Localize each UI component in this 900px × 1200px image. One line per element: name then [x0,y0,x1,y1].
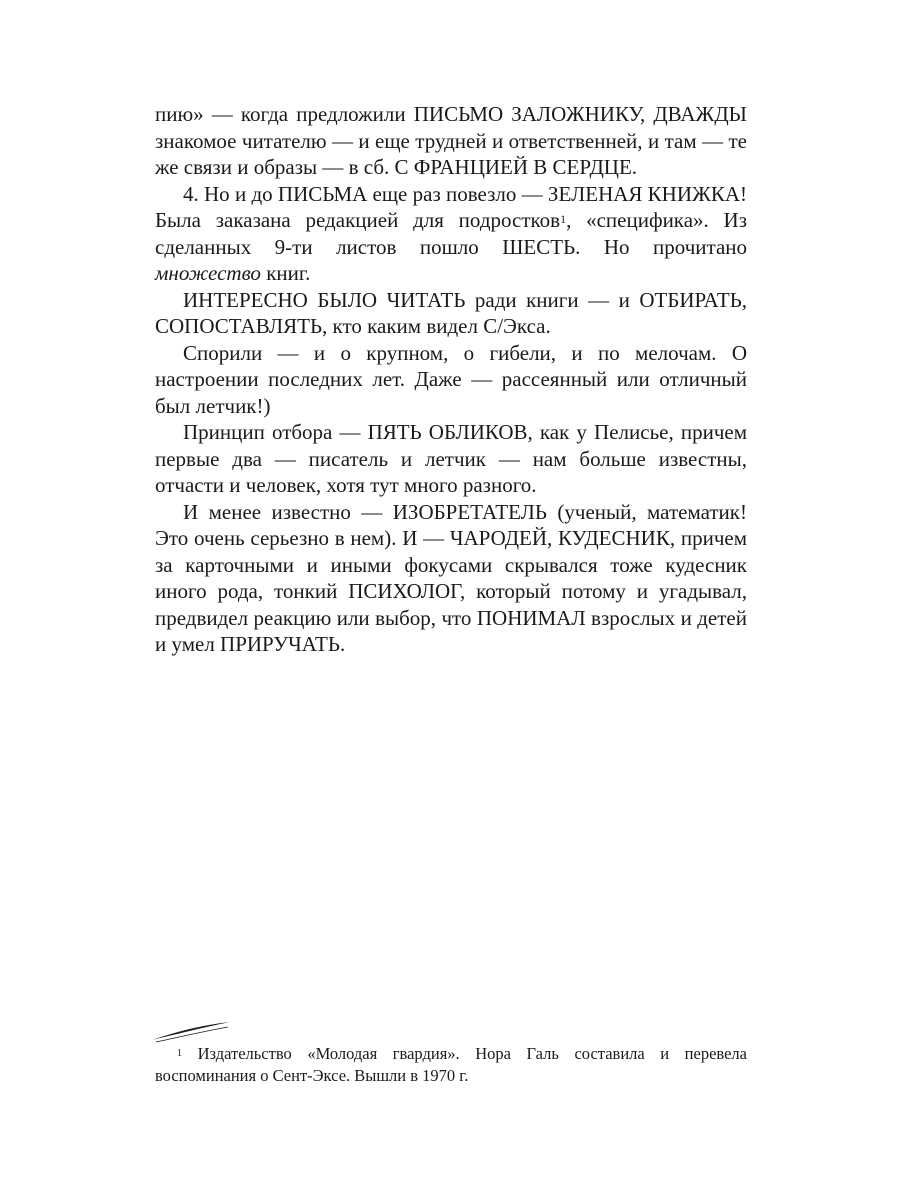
footnote-reference: 1 [560,212,567,226]
paragraph-text: , «специфика». Из сделанных 9-ти листов пошло ШЕСТЬ. Но прочитано [155,208,747,259]
paragraph-interesting: ИНТЕРЕСНО БЫЛО ЧИТАТЬ ради книги — и ОТБИРАТЬ, СОПОСТАВЛЯТЬ, кто каким видел С/Экса. [155,287,747,338]
footnote-body: Издательство «Молодая гвардия». Нора Галь составила и перевела воспоминания о Сент-Эксе. Вышли в 1970 г. [155,1044,747,1085]
footnote-marker: 1 [177,1048,182,1059]
footnote [155,1043,747,1087]
emphasis-text: множество [155,261,261,285]
footnote-flourish-icon [150,1018,232,1044]
paragraph-continued: пию» — когда предложили ПИСЬМО ЗАЛОЖНИКУ, ДВАЖДЫ знакомое читателю — и еще трудней и ответственней, и там — те же связи и образы — в сб. С ФРАНЦИЕЙ В СЕРДЦЕ. [155,102,747,179]
paragraph-argued: Спорили — и о крупном, о гибели, и по мелочам. О настроении последних лет. Даже — рассеянный или отличный был летчик!) [155,340,747,418]
paragraph-inventor: И менее известно — ИЗОБРЕТАТЕЛЬ (ученый, математик! Это очень серьезно в нем). И — ЧАРОДЕЙ, КУДЕСНИК, причем за карточными и иными фокусами скрывался тоже кудесник иного рода, тонкий ПСИХОЛОГ, который потому и угадывал, предвидел реакцию или выбор, что ПОНИМАЛ взрослых и детей и умел ПРИРУЧАТЬ. [155,499,747,656]
paragraph-text: 4. Но и до ПИСЬМА еще раз повезло — ЗЕЛЕНАЯ КНИЖКА! Была заказана редакцией для подростков [155,181,747,232]
paragraph-selection-principle: Принцип отбора — ПЯТЬ ОБЛИКОВ, как у Пелисье, причем первые два — писатель и летчик — нам больше известны, отчасти и человек, хотя тут много разного. [155,420,747,497]
main-text [155,101,747,658]
footnote-text [155,1043,747,1087]
paragraph-text: книг. [260,261,311,285]
paragraph-green-book [155,181,747,287]
